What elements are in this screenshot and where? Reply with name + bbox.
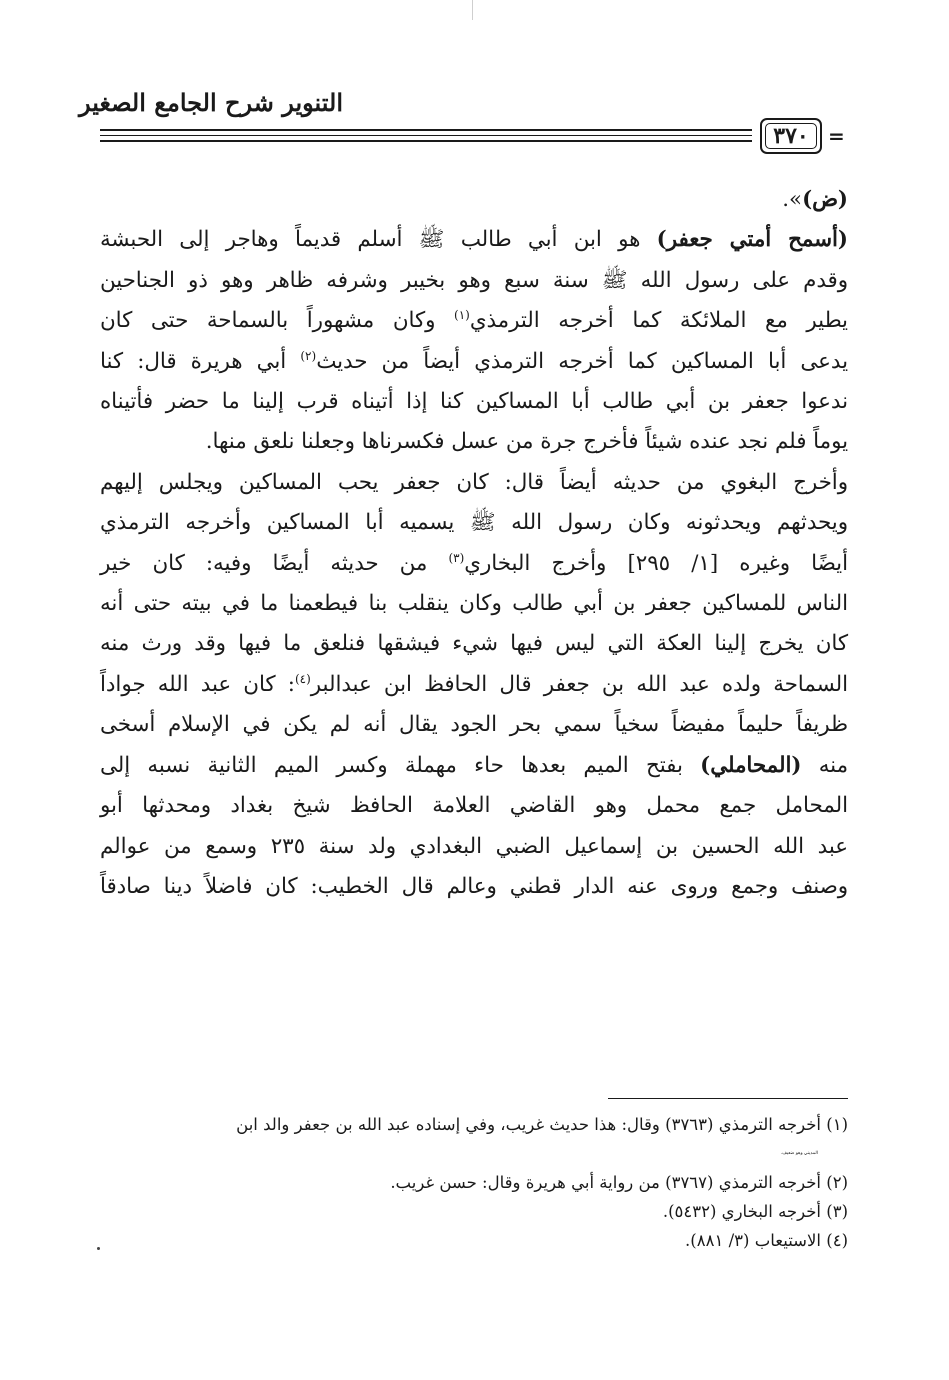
page-number-dash: = [828,124,845,148]
text-line: (أسمح أمتي جعفر) هو ابن أبي طالب ﷺ أسلم قديماً وهاجر إلى الحبشة [100,227,848,253]
main-text [100,180,848,907]
running-header-title: التنوير شرح الجامع الصغير [79,88,343,117]
text-line: وقدم على رسول الله ﷺ سنة سبع وهو بخيبر وشرفه ظاهر وهو ذو الجناحين [100,267,848,293]
text-line: يوماً فلم نجد عنده شيئاً فأخرج جرة من عسل فكسرناها وجعلنا نلعق منها. [205,429,848,455]
footnote: (٢) أخرجه الترمذي (٣٧٦٧) من رواية أبي هريرة وقال: حسن غريب. [390,1173,848,1192]
footnote-separator [608,1098,848,1099]
header-rule [100,135,752,136]
footnote: (١) أخرجه الترمذي (٣٧٦٣) وقال: هذا حديث غريب، وفي إسناده عبد الله بن جعفر والد ابن [236,1115,848,1134]
text-line: أيضًا وغيره [١/ ٢٩٥] وأخرج البخاري$^{(٣)}$ من حديثه أيضًا وفيه: كان خير [100,550,848,576]
footnote: (٤) الاستيعاب (٣/ ٨٨١). [685,1231,848,1250]
text-line: (ض)». [782,187,848,212]
text-line: السماحة ولده عبد الله بن جعفر قال الحافظ ابن عبدالبر$^{(٤)}$: كان عبد الله جواداً [100,671,848,697]
footnotes [100,1110,848,1255]
text-line: منه (المحاملي) بفتح الميم بعدها حاء مهملة وكسر الميم الثانية نسبه إلى [100,752,848,778]
scan-mark [472,0,473,20]
text-line: عبد الله الحسين بن إسماعيل الضبي البغدادي ولد سنة ٢٣٥ وسمع من عوالم [100,833,848,859]
text-line: المحامل جمع محمل وهو القاضي العلامة الحافظ شيخ بغداد ومحدثها أبو [100,793,848,819]
text-line: الناس للمساكين جعفر بن أبي طالب وكان ينقلب بنا فيطعمنا ما في بيته حتى أنه [100,591,848,617]
text-line: ندعوا جعفر بن أبي طالب أبا المساكين كنا إذا أتيناه قرب إلينا ما حضر فأتيناه [100,389,848,415]
page-number [760,118,822,154]
text-line: كان يخرج إلينا العكة التي ليس فيها شيء فيشقها فنلعق ما فيها وقد ورث منه [100,631,848,657]
footnote-continuation: المديني وهو ضعيف. [780,1151,818,1156]
footnote: (٣) أخرجه البخاري (٥٤٣٢). [662,1202,848,1221]
header-rule [100,140,752,142]
text-line: وصنف وجمع وروى عنه الدار قطني وعالم قال الخطيب: كان فاضلاً دينا صادقاً [100,873,848,899]
text-line: ويحدثهم ويحدثونه وكان رسول الله ﷺ يسميه أبا المساكين وأخرجه الترمذي [100,510,848,536]
text-line: وأخرج البغوي من حديثه أيضاً قال: كان جعفر يحب المساكين ويجلس إليهم [100,469,848,495]
text-line: ظريفاً حليماً مفيضاً سخياً سمي بحر الجود يقال أنه لم يكن في الإسلام أسخى [100,712,848,738]
scan-speck [97,1247,100,1250]
header-rule [100,129,752,131]
text-line: يدعى أبا المساكين كما أخرجه الترمذي أيضاً من حديث$^{(٢)}$ أبي هريرة قال: كنا [100,348,848,374]
text-line: يطير مع الملائكة كما أخرجه الترمذي$^{(١)}$ وكان مشهوراً بالسماحة حتى كان [100,308,848,334]
page-number-text: ٣٧٠ [773,123,809,149]
